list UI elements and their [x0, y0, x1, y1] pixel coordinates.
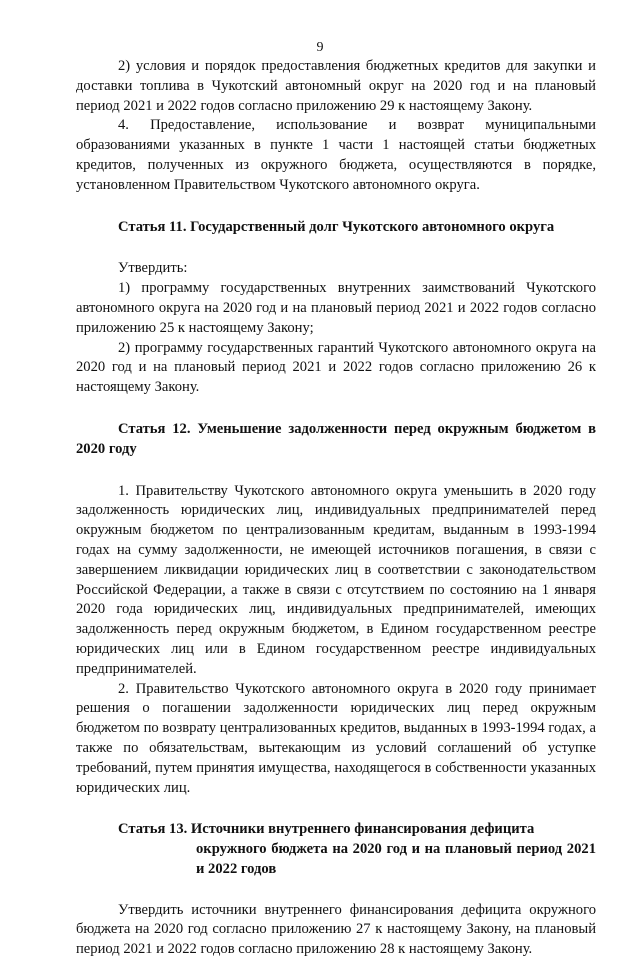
- document-body: [76, 57, 596, 960]
- article-13-body: Утвердить источники внутреннего финансирования дефицита окружного бюджета на 2020 год согласно приложению 27 к настоящему Закону, на плановый период 2021 и 2022 годов согласно приложению 28 к настоящему Закону.: [76, 901, 596, 958]
- page-number: 9: [316, 40, 324, 55]
- paragraph-credits-provision: 4. Предоставление, использование и возврат муниципальными образованиями указанных в пункте 1 части 1 настоящей статьи бюджетных кредитов, полученных из окружного бюджета, осуществляются в порядке, установленном Правительством Чукотского автономного округа.: [76, 117, 596, 193]
- article-13-heading-line1: Статья 13. Источники внутреннего финансирования дефицита: [118, 821, 535, 838]
- article-13-heading: [76, 820, 596, 879]
- article-12-item-2: 2. Правительство Чукотского автономного округа в 2020 году принимает решения о погашении задолженности юридических лиц перед окружным бюджетом по возврату централизованных кредитов, выданных в 1993-1994 годах, а также по обязательствам, вытекающим из условий соглашений об уступке требований, путем принятия имущества, находящегося в собственности указанных юридических лиц.: [76, 680, 596, 796]
- article-11-intro: Утвердить:: [118, 260, 188, 277]
- article-12-item-1: 1. Правительству Чукотского автономного округа уменьшить в 2020 году задолженность юридических лиц, индивидуальных предпринимателей перед окружным бюджетом по централизованным кредитам, выданным в 1993-1994 годах на сумму задолженности, не имеющей источников погашения, в связи с завершением ликвидации юридических лиц в соответствии с законодательством Российской Федерации, а также в связи с отсутствием по состоянию на 1 января 2020 года юридических лиц, индивидуальных предпринимателей, имеющих задолженность перед окружным бюджетом, в Едином государственном реестре юридических лиц или в Едином государственном реестре индивидуальных предпринимателей.: [76, 482, 596, 677]
- article-12-heading: Статья 12. Уменьшение задолженности перед окружным бюджетом в 2020 году: [76, 420, 596, 457]
- article-11-item-2: 2) программу государственных гарантий Чукотского автономного округа на 2020 год и на плановый период 2021 и 2022 годов согласно приложению 26 к настоящему Закону.: [76, 339, 596, 396]
- article-13-heading-line2: окружного бюджета на 2020 год и на плановый период 2021 и 2022 годов: [196, 841, 596, 877]
- article-11-heading: Статья 11. Государственный долг Чукотского автономного округа: [118, 218, 555, 235]
- paragraph-budget-credits-conditions: 2) условия и порядок предоставления бюджетных кредитов для закупки и доставки топлива в Чукотский автономный округ на 2020 год и на плановый период 2021 и 2022 годов согласно приложению 29 к настоящему Закону.: [76, 58, 596, 114]
- article-11-item-1: 1) программу государственных внутренних заимствований Чукотского автономного округа на 2020 год и на плановый период 2021 и 2022 годов согласно приложению 25 к настоящему Закону;: [76, 280, 596, 336]
